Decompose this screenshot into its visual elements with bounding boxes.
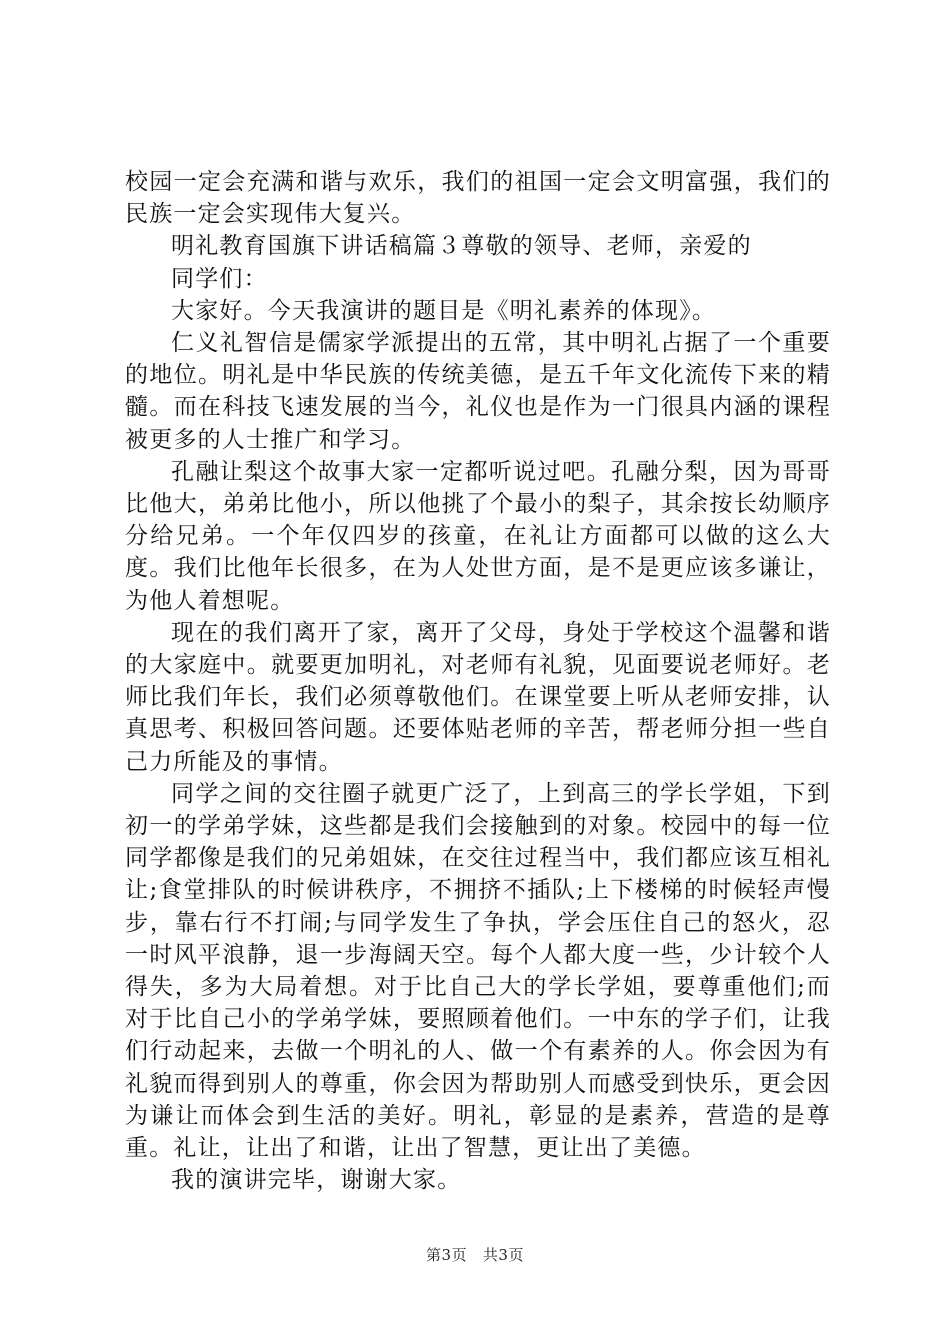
page-total: 共3页 bbox=[482, 1246, 524, 1264]
page-footer bbox=[0, 1244, 950, 1265]
paragraph: 校园一定会充满和谐与欢乐，我们的祖国一定会文明富强，我们的民族一定会实现伟大复兴。 bbox=[125, 169, 831, 228]
paragraph: 孔融让梨这个故事大家一定都听说过吧。孔融分梨，因为哥哥比他大，弟弟比他小，所以他挑了个最小的梨子，其余按长幼顺序分给兄弟。一个年仅四岁的孩童，在礼让方面都可以做的这么大度。我们比他年长很多，在为人处世方面，是不是更应该多谦让，为他人着想呢。 bbox=[125, 458, 831, 614]
paragraph: 同学之间的交往圈子就更广泛了，上到高三的学长学姐，下到初一的学弟学妹，这些都是我们会接触到的对象。校园中的每一位同学都像是我们的兄弟姐妹，在交往过程当中，我们都应该互相礼让;食堂排队的时候讲秩序，不拥挤不插队;上下楼梯的时候轻声慢步，靠右行不打闹;与同学发生了争执，学会压住自己的怒火，忍一时风平浪静，退一步海阔天空。每个人都大度一些，少计较个人得失，多为大局着想。对于比自己大的学长学姐，要尊重他们;而对于比自己小的学弟学妹，要照顾着他们。一中东的学子们，让我们行动起来，去做一个明礼的人、做一个有素养的人。你会因为有礼貌而得到别人的尊重，你会因为帮助别人而感受到快乐，更会因为谦让而体会到生活的美好。明礼，彰显的是素养，营造的是尊重。礼让，让出了和谐，让出了智慧，更让出了美德。 bbox=[125, 780, 831, 1162]
page-separator bbox=[472, 1246, 477, 1264]
paragraph: 现在的我们离开了家，离开了父母，身处于学校这个温馨和谐的大家庭中。就要更加明礼，对老师有礼貌，见面要说老师好。老师比我们年长，我们必须尊敬他们。在课堂要上听从老师安排，认真思考、积极回答问题。还要体贴老师的辛苦，帮老师分担一些自己力所能及的事情。 bbox=[125, 619, 831, 775]
paragraph: 大家好。今天我演讲的题目是《明礼素养的体现》。 bbox=[171, 297, 717, 324]
page-number: 第3页 bbox=[426, 1246, 468, 1264]
paragraph: 同学们： bbox=[171, 265, 268, 292]
paragraph: 明礼教育国旗下讲话稿篇３尊敬的领导、老师，亲爱的 bbox=[171, 233, 752, 260]
paragraph: 仁义礼智信是儒家学派提出的五常，其中明礼占据了一个重要的地位。明礼是中华民族的传统美德，是五千年文化流传下来的精髓。而在科技飞速发展的当今，礼仪也是作为一门很具内涵的课程被更多的人士推广和学习。 bbox=[125, 330, 831, 453]
document-body bbox=[125, 166, 831, 1197]
paragraph: 我的演讲完毕，谢谢大家。 bbox=[171, 1167, 462, 1194]
